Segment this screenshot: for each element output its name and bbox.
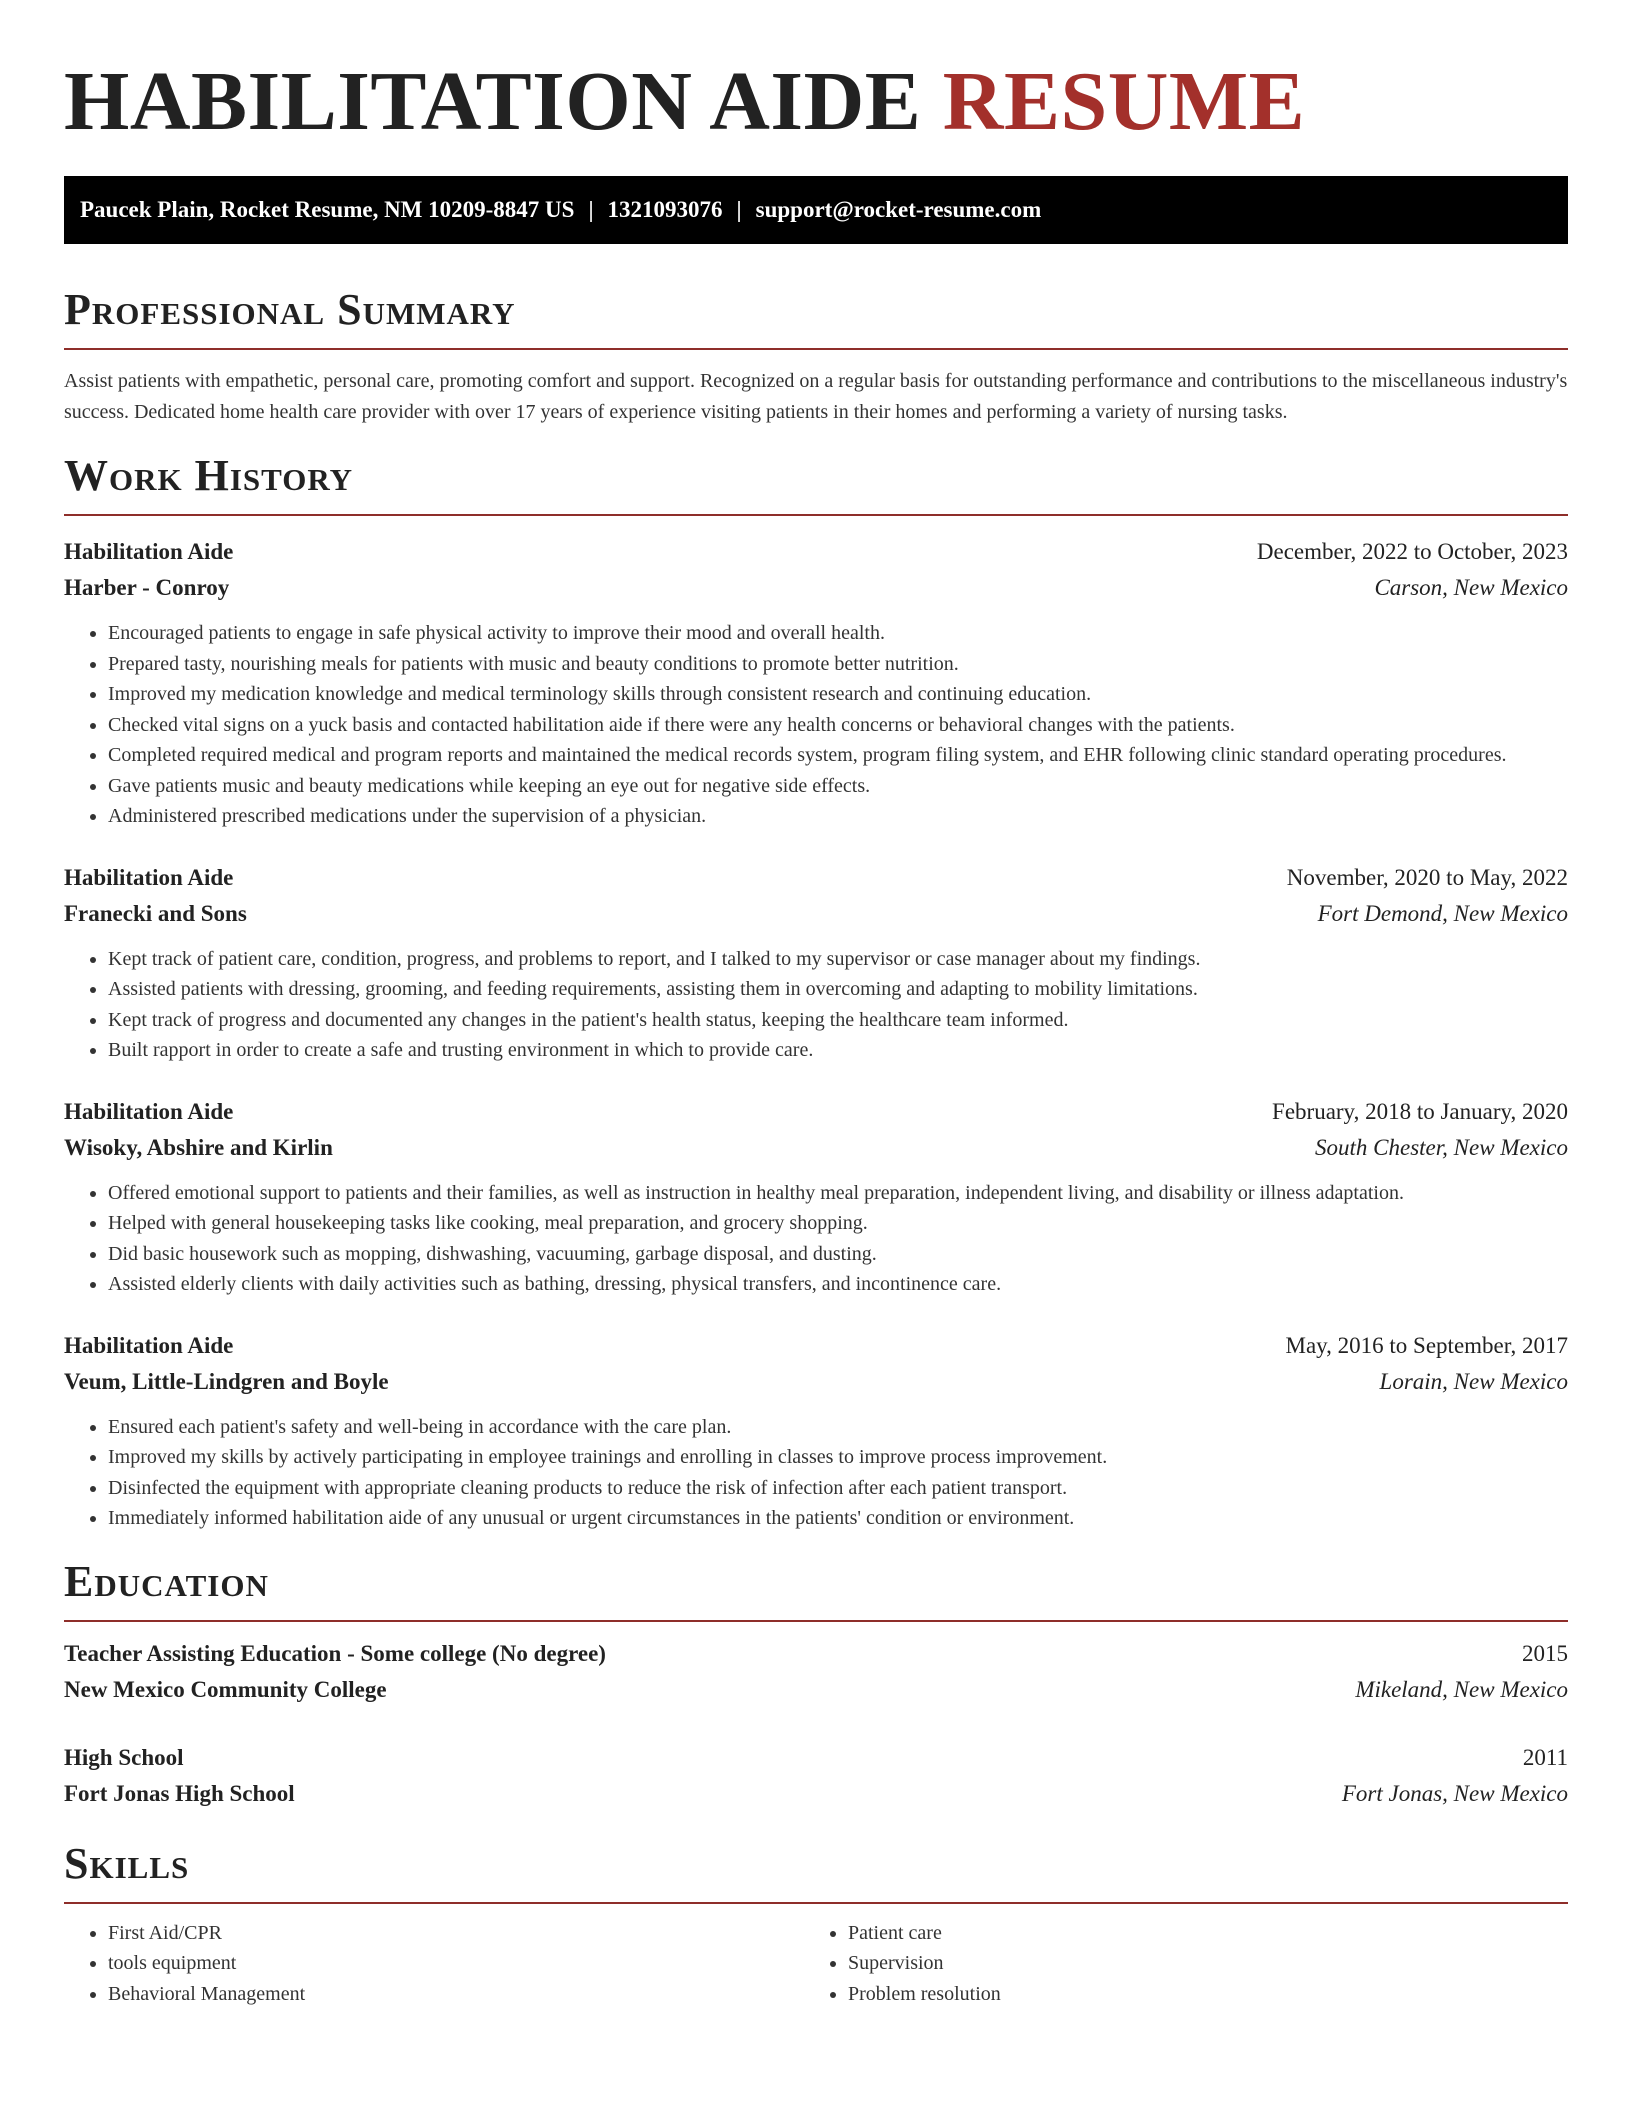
skill-item: • First Aid/CPR (108, 1918, 804, 1949)
job-header-row (64, 1328, 1568, 1364)
job-location: Fort Demond, New Mexico (1317, 900, 1568, 926)
education-section (64, 1556, 1568, 1812)
section-divider (64, 514, 1568, 516)
job-dates: May, 2016 to September, 2017 (1285, 1332, 1568, 1358)
education-degree: Teacher Assisting Education - Some college (No degree) (64, 1640, 606, 1666)
job-bullets (64, 944, 1568, 1066)
title-main: HABILITATION AIDE (64, 55, 922, 148)
resume-title (64, 0, 1568, 152)
skills-list-left (64, 1918, 804, 2010)
job-location: South Chester, New Mexico (1315, 1134, 1568, 1160)
job-bullet: • Assisted patients with dressing, grooming, and feeding requirements, assisting them in overcoming and adapting to mobility limitations. (108, 974, 1568, 1005)
job-company-row (64, 570, 1568, 606)
job-entry (64, 860, 1568, 1066)
skill-item: • Behavioral Management (108, 1979, 804, 2010)
job-location: Lorain, New Mexico (1379, 1368, 1568, 1394)
education-header-row (64, 1636, 1568, 1672)
section-heading-work: Work History (64, 451, 354, 500)
summary-section (64, 284, 1568, 428)
education-year: 2015 (1522, 1640, 1568, 1666)
title-accent: RESUME (942, 55, 1306, 148)
job-entry (64, 1094, 1568, 1300)
job-title: Habilitation Aide (64, 864, 234, 890)
section-heading-summary: Professional Summary (64, 285, 516, 334)
section-divider (64, 1620, 1568, 1622)
job-title: Habilitation Aide (64, 539, 234, 564)
education-location: Mikeland, New Mexico (1355, 1676, 1568, 1702)
education-degree: High School (64, 1744, 184, 1770)
education-year: 2011 (1522, 1744, 1568, 1770)
job-company: Veum, Little-Lindgren and Boyle (64, 1368, 389, 1394)
job-dates: December, 2022 to October, 2023 (1256, 539, 1568, 564)
education-school-row (64, 1776, 1568, 1812)
education-school-row (64, 1672, 1568, 1708)
job-bullet: • Kept track of progress and documented any changes in the patient's health status, keeping the healthcare team informed. (108, 1005, 1568, 1036)
job-bullet: • Encouraged patients to engage in safe physical activity to improve their mood and overall health. (108, 618, 1568, 649)
job-company: Franecki and Sons (64, 900, 247, 926)
job-company: Harber - Conroy (64, 575, 230, 600)
job-bullet: • Checked vital signs on a yuck basis and contacted habilitation aide if there were any health concerns or behavioral changes with the patients. (108, 710, 1568, 741)
job-dates: February, 2018 to January, 2020 (1272, 1098, 1568, 1124)
education-school: New Mexico Community College (64, 1676, 387, 1702)
skills-columns (64, 1918, 1568, 2010)
job-title: Habilitation Aide (64, 1332, 234, 1358)
section-divider (64, 348, 1568, 350)
section-heading-skills: Skills (64, 1838, 190, 1888)
job-entry (64, 1328, 1568, 1534)
job-company-row (64, 1364, 1568, 1400)
job-bullet: • Disinfected the equipment with appropriate cleaning products to reduce the risk of infection after each patient transport. (108, 1473, 1568, 1504)
contact-separator: | (588, 197, 594, 222)
job-header-row (64, 1094, 1568, 1130)
job-header-row (64, 860, 1568, 896)
job-title: Habilitation Aide (64, 1098, 234, 1124)
contact-phone: 1321093076 (607, 197, 723, 222)
job-bullet: • Completed required medical and program reports and maintained the medical records system, program filing system, and EHR following clinic standard operating procedures. (108, 740, 1568, 771)
job-bullet: • Assisted elderly clients with daily activities such as bathing, dressing, physical transfers, and incontinence care. (108, 1269, 1568, 1300)
job-bullet: • Improved my medication knowledge and medical terminology skills through consistent research and continuing education. (108, 679, 1568, 710)
skill-item: • Patient care (848, 1918, 1544, 1949)
education-entry (64, 1740, 1568, 1812)
contact-separator: | (736, 197, 742, 222)
job-location: Carson, New Mexico (1374, 575, 1568, 600)
job-company: Wisoky, Abshire and Kirlin (64, 1134, 333, 1160)
skills-section (64, 1838, 1568, 2010)
job-dates: November, 2020 to May, 2022 (1286, 864, 1568, 890)
contact-bar (64, 176, 1568, 244)
job-bullet: • Immediately informed habilitation aide of any unusual or urgent circumstances in the patients' condition or environment. (108, 1503, 1568, 1534)
education-entry (64, 1636, 1568, 1708)
contact-address: Paucek Plain, Rocket Resume, NM 10209-8847 US (80, 197, 575, 222)
education-header-row (64, 1740, 1568, 1776)
job-bullet: • Gave patients music and beauty medications while keeping an eye out for negative side effects. (108, 771, 1568, 802)
job-header-row (64, 534, 1568, 570)
job-bullet: • Administered prescribed medications under the supervision of a physician. (108, 801, 1568, 832)
job-bullets (64, 1412, 1568, 1534)
section-heading-education: Education (64, 1556, 269, 1606)
work-history-section (64, 450, 1568, 1534)
skill-item: • tools equipment (108, 1948, 804, 1979)
education-location: Fort Jonas, New Mexico (1341, 1780, 1568, 1806)
job-company-row (64, 1130, 1568, 1166)
section-divider (64, 1902, 1568, 1904)
job-bullet: • Improved my skills by actively participating in employee trainings and enrolling in classes to improve process improvement. (108, 1442, 1568, 1473)
job-bullet: • Helped with general housekeeping tasks like cooking, meal preparation, and grocery shopping. (108, 1208, 1568, 1239)
skill-item: • Supervision (848, 1948, 1544, 1979)
job-bullet: • Ensured each patient's safety and well-being in accordance with the care plan. (108, 1412, 1568, 1443)
job-bullet: • Prepared tasty, nourishing meals for patients with music and beauty conditions to promote better nutrition. (108, 649, 1568, 680)
education-school: Fort Jonas High School (64, 1780, 295, 1806)
job-bullet: • Offered emotional support to patients and their families, as well as instruction in healthy meal preparation, independent living, and disability or illness adaptation. (108, 1178, 1568, 1209)
job-bullets (64, 1178, 1568, 1300)
job-entry (64, 534, 1568, 832)
contact-email: support@rocket-resume.com (755, 197, 1042, 222)
job-bullet: • Did basic housework such as mopping, dishwashing, vacuuming, garbage disposal, and dusting. (108, 1239, 1568, 1270)
skill-item: • Problem resolution (848, 1979, 1544, 2010)
job-bullet: • Built rapport in order to create a safe and trusting environment in which to provide care. (108, 1035, 1568, 1066)
summary-text: Assist patients with empathetic, personal care, promoting comfort and support. Recognized on a regular basis for outstanding performance and contributions to the miscellaneous industry's success. Dedicated home health care provider with over 17 years of experience visiting patients in their homes and performing a variety of nursing tasks. (64, 370, 1568, 423)
skills-list-right (804, 1918, 1544, 2010)
job-company-row (64, 896, 1568, 932)
job-bullets (64, 618, 1568, 832)
job-bullet: • Kept track of patient care, condition, progress, and problems to report, and I talked to my supervisor or case manager about my findings. (108, 944, 1568, 975)
resume-page (64, 0, 1568, 2009)
